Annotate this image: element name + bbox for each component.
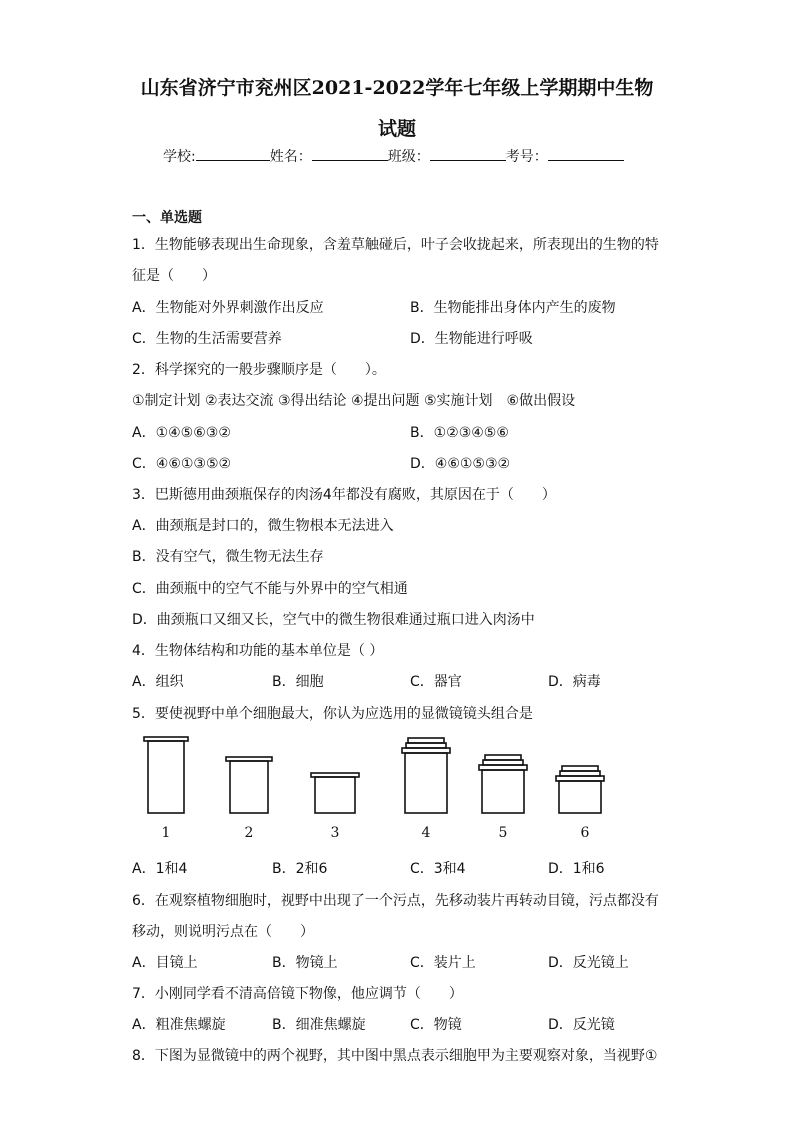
q6-option-c[interactable]: C．装片上	[410, 955, 476, 971]
microscope-lens-figure	[132, 733, 622, 845]
lens-label-5: 5	[498, 825, 508, 841]
name-blank[interactable]	[312, 146, 388, 161]
question-4-stem: 4．生物体结构和功能的基本单位是（ ）	[132, 643, 384, 659]
q1-option-a[interactable]: A．生物能对外界刺激作出反应	[132, 300, 324, 316]
class-label: 班级：	[387, 149, 430, 165]
question-2-stem: 2．科学探究的一般步骤顺序是（ ）。	[132, 362, 386, 378]
question-3-stem: 3．巴斯德用曲颈瓶保存的肉汤4年都没有腐败，其原因在于（ ）	[132, 487, 556, 503]
q5-option-c[interactable]: C．3和4	[410, 861, 466, 877]
q1-option-d[interactable]: D．生物能进行呼吸	[410, 331, 533, 347]
question-7-stem: 7．小刚同学看不清高倍镜下物像，他应调节（ ）	[132, 986, 463, 1002]
lens-5-icon	[479, 755, 527, 813]
name-label: 姓名：	[269, 149, 312, 165]
q4-option-b[interactable]: B．细胞	[272, 674, 324, 690]
q2-option-d[interactable]: D．④⑥①⑤③②	[410, 456, 511, 472]
school-blank[interactable]	[196, 146, 270, 161]
question-8-stem: 8．下图为显微镜中的两个视野，其中图中黑点表示细胞甲为主要观察对象，当视野①	[132, 1048, 658, 1064]
lens-1-icon	[144, 737, 188, 813]
exam-title-line2: 试题	[377, 118, 416, 140]
lens-4-icon	[402, 738, 450, 813]
q2-option-c[interactable]: C．④⑥①③⑤②	[132, 456, 232, 472]
class-blank[interactable]	[430, 146, 506, 161]
student-info-row	[163, 146, 624, 166]
q6-option-d[interactable]: D．反光镜上	[548, 955, 629, 971]
lens-3-icon	[311, 773, 359, 813]
q7-option-a[interactable]: A．粗准焦螺旋	[132, 1017, 226, 1033]
q2-option-b[interactable]: B．①②③④⑤⑥	[410, 425, 509, 441]
q5-option-d[interactable]: D．1和6	[548, 861, 605, 877]
q7-option-c[interactable]: C．物镜	[410, 1017, 462, 1033]
q4-option-c[interactable]: C．器官	[410, 674, 462, 690]
q6-option-a[interactable]: A．目镜上	[132, 955, 198, 971]
q3-option-a[interactable]: A．曲颈瓶是封口的，微生物根本无法进入	[132, 518, 394, 534]
school-label: 学校:	[163, 149, 196, 165]
exam-title-line1: 山东省济宁市兖州区2021-2022学年七年级上学期期中生物	[140, 77, 654, 99]
q4-option-a[interactable]: A．组织	[132, 674, 184, 690]
q3-option-d[interactable]: D．曲颈瓶口又细又长，空气中的微生物很难通过瓶口进入肉汤中	[132, 612, 535, 628]
q3-option-c[interactable]: C．曲颈瓶中的空气不能与外界中的空气相通	[132, 581, 408, 597]
lens-label-2: 2	[244, 825, 254, 841]
q1-option-c[interactable]: C．生物的生活需要营养	[132, 331, 282, 347]
question-1-line1: 1．生物能够表现出生命现象，含羞草触碰后，叶子会收拢起来，所表现出的生物的特	[132, 237, 659, 253]
question-6-line2: 移动，则说明污点在（ ）	[132, 924, 314, 940]
q4-option-d[interactable]: D．病毒	[548, 674, 601, 690]
q5-option-b[interactable]: B．2和6	[272, 861, 328, 877]
q2-option-a[interactable]: A．①④⑤⑥③②	[132, 425, 231, 441]
exam-no-blank[interactable]	[548, 146, 624, 161]
exam-no-label: 考号：	[505, 149, 548, 165]
lens-6-icon	[556, 766, 604, 813]
lens-label-1: 1	[161, 825, 171, 841]
lens-label-4: 4	[421, 825, 431, 841]
q6-option-b[interactable]: B．物镜上	[272, 955, 338, 971]
q7-option-d[interactable]: D．反光镜	[548, 1017, 615, 1033]
q5-option-a[interactable]: A．1和4	[132, 861, 188, 877]
question-1-line2: 征是（ ）	[132, 268, 216, 284]
question-5-stem: 5．要使视野中单个细胞最大，你认为应选用的显微镜镜头组合是	[132, 706, 533, 722]
lens-2-icon	[226, 757, 272, 813]
lens-label-6: 6	[580, 825, 590, 841]
q3-option-b[interactable]: B．没有空气，微生物无法生存	[132, 549, 324, 565]
question-2-steps: ①制定计划 ②表达交流 ③得出结论 ④提出问题 ⑤实施计划 ⑥做出假设	[132, 393, 576, 409]
question-6-line1: 6．在观察植物细胞时，视野中出现了一个污点，先移动装片再转动目镜，污点都没有	[132, 893, 659, 909]
section-title: 一、单选题	[132, 210, 202, 226]
lens-label-3: 3	[330, 825, 340, 841]
q7-option-b[interactable]: B．细准焦螺旋	[272, 1017, 366, 1033]
q1-option-b[interactable]: B．生物能排出身体内产生的废物	[410, 300, 616, 316]
